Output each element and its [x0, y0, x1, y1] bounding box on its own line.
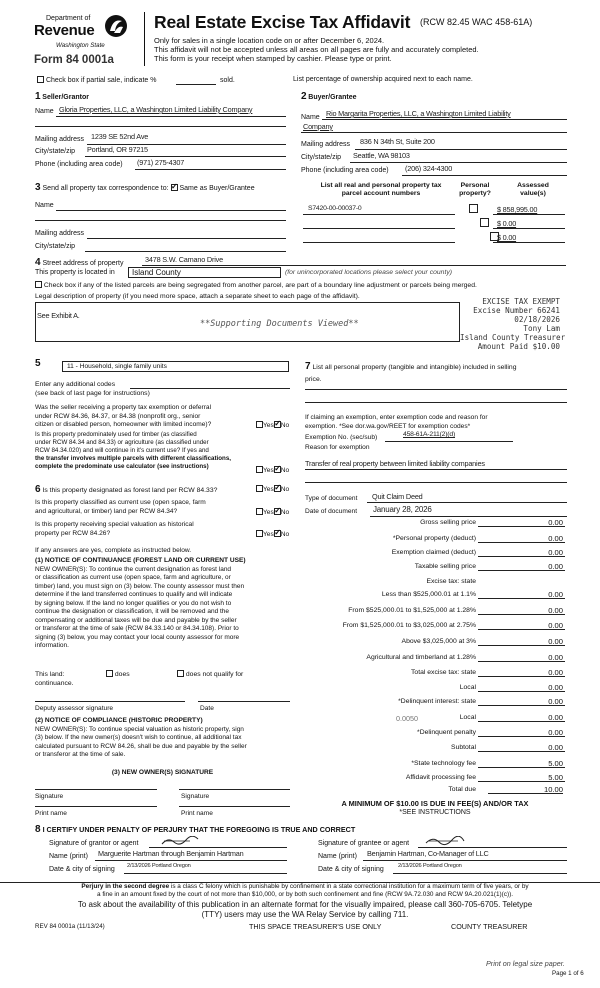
buyer-name-label: Name	[301, 114, 320, 121]
forest-no-checkbox[interactable]	[274, 485, 281, 492]
header-divider	[144, 12, 145, 66]
property-street[interactable]: 3478 S.W. Camano Drive	[145, 255, 223, 264]
grantee-name-label: Name (print)	[318, 853, 357, 860]
personal-header: Personal property?	[459, 182, 491, 198]
segregate-row: Check box if any of the listed parcels are being segregated from another parcel, are part of a boundary line adjustment or parcels being merged.	[35, 281, 477, 290]
form-rcw: (RCW 82.45 WAC 458-61A)	[420, 17, 533, 27]
calc-row-label: From $1,525,000.01 to $3,025,000 at 2.75%	[342, 622, 476, 629]
continuance-text: NEW OWNER(S): To continue the current designation as forest land or classification as current use (open space, farm and agriculture, or timber) land, you must sign on (3) below. The county assessor must then determine if the land transferred continues to qualify and will indicate by signing below. If the land no longer qualifies or you do not wish to continue the designation or classification, it will be removed and the compensating or additional taxes will be due and payable by the seller or transferor at the time of sale (RCW 84.33.140 or 84.34.108). Prior to signing (3) below, you may contact your local county assessor for more information.	[35, 566, 245, 649]
assessed-value[interactable]: $ 0.00	[497, 219, 517, 228]
buyer-name-line1[interactable]: Rio Margarita Properties, LLC, a Washington Limited Liability	[326, 109, 511, 118]
calc-row-label: From $525,000.01 to $1,525,000 at 1.28%	[348, 607, 476, 614]
calc-row-value[interactable]: 0.00	[548, 713, 563, 722]
seller-city-label: City/state/zip	[35, 148, 76, 155]
rev-number: REV 84 0001a (11/13/24)	[35, 923, 105, 930]
calc-row-label: Subtotal	[451, 744, 476, 751]
grantee-signature-icon	[424, 836, 466, 846]
calc-row-value[interactable]: 0.00	[548, 606, 563, 615]
seller-mail-label: Mailing address	[35, 136, 85, 143]
s5-q2: Is this property predominately used for timber (as classified under RCW 84.34 and 84.33) or agriculture (as classified under RCW 84.34.020) and will continue in it's current use? If yes and the transfer involves multiple parcels with different classifications, complete the predominate use calculator (see instructions)	[35, 431, 231, 470]
section1-heading: 1 Seller/Grantor	[35, 91, 89, 102]
if-any-note: If any answers are yes, complete as instructed below.	[35, 547, 192, 554]
reason-line	[305, 469, 567, 470]
legal-desc-label: Legal description of property (if you need more space, attach a separate sheet to each page of the affidavit).	[35, 293, 360, 300]
calc-row-label: *State technology fee	[411, 760, 476, 767]
header-line2: This affidavit will not be accepted unless all areas on all pages are fully and accurately completed.	[154, 45, 479, 54]
s5-q1: Was the seller receiving a property tax exemption or deferral under RCW 84.36, 84.37, or 84.38 (nonprofit org., senior citizen or disabled person, homeowner with limited income)?	[35, 404, 212, 429]
section3-heading: 3 Send all property tax correspondence to: ✓ Same as Buyer/Grantee	[35, 182, 255, 195]
seller-city[interactable]: Portland, OR 97215	[87, 145, 148, 154]
calc-row-value[interactable]: 0.00	[548, 534, 563, 543]
header-line1: Only for sales in a single location code on or after December 6, 2024.	[154, 36, 385, 45]
owner-sig-label: Signature	[35, 793, 64, 800]
owner-signature-field[interactable]	[35, 789, 157, 790]
q2-no-checkbox[interactable]	[274, 466, 281, 473]
does-not-checkbox[interactable]	[177, 670, 184, 677]
q1-no-checkbox[interactable]	[274, 421, 281, 428]
calc-row-value[interactable]: 0.00	[548, 518, 563, 527]
q1-yes-checkbox[interactable]	[256, 421, 263, 428]
logo-wa: Washington State	[56, 42, 105, 49]
calc-row-label: Taxable selling price	[414, 563, 476, 570]
located-label: This property is located in	[35, 269, 115, 276]
historic-yes-checkbox[interactable]	[256, 530, 263, 537]
doc-type-label: Type of document	[305, 495, 358, 502]
deputy-date-field[interactable]	[198, 701, 290, 702]
s6-q3-answer: Yes✓ No	[256, 530, 289, 539]
parcel-row-line	[303, 214, 455, 215]
calc-row-value[interactable]: 5.00	[548, 759, 563, 768]
assessed-line	[493, 228, 565, 229]
s3-city-field[interactable]	[85, 251, 286, 252]
additional-codes-label: Enter any additional codes	[35, 381, 116, 388]
calc-row-label: Exemption claimed (deduct)	[391, 549, 476, 556]
assessed-value[interactable]: $ 0.00	[497, 233, 517, 242]
continuance-label: continuance.	[35, 680, 74, 687]
exemption-number[interactable]: 458-61A-211(2)(d)	[403, 431, 456, 438]
grantee-name-line	[363, 860, 567, 861]
form-title: Real Estate Excise Tax Affidavit	[154, 12, 411, 32]
owner-signature-field-2[interactable]	[179, 789, 290, 790]
form-number: Form 84 0001a	[34, 54, 114, 66]
grantor-signature-field[interactable]	[149, 847, 287, 848]
calc-row-value[interactable]: 0.00	[548, 548, 563, 557]
calc-row-value[interactable]: 0.00	[548, 653, 563, 662]
seller-phone-line	[135, 169, 286, 170]
unincorporated-note: (for unincorporated locations please select your county)	[285, 269, 452, 276]
logo-revenue: Revenue	[34, 22, 95, 39]
buyer-mail[interactable]: 836 N 34th St, Suite 200	[360, 137, 435, 146]
historic-no-checkbox[interactable]	[274, 530, 281, 537]
segregate-checkbox[interactable]	[35, 281, 42, 288]
legal-size-note: Print on legal size paper.	[486, 959, 565, 968]
calc-row-label: Affidavit processing fee	[405, 774, 476, 781]
calc-row-value[interactable]: 0.00	[548, 637, 563, 646]
calc-row-label: Total excise tax: state	[411, 669, 476, 676]
forest-yes-checkbox[interactable]	[256, 485, 263, 492]
s3-city-label: City/state/zip	[35, 243, 76, 250]
county-select[interactable]: Island County	[128, 267, 281, 278]
same-as-buyer-checkbox[interactable]	[171, 184, 178, 191]
buyer-city-line	[350, 162, 567, 163]
calc-row-label: Agricultural and timberland at 1.28%	[366, 654, 476, 661]
personal-property-field[interactable]	[305, 389, 567, 390]
doc-type-line	[367, 502, 567, 503]
section2-heading: 2 Buyer/Grantee	[301, 91, 357, 102]
seller-name-line2	[35, 126, 286, 127]
calc-row-value[interactable]: 0.00	[548, 683, 563, 692]
exemption-instructions: If claiming an exemption, enter exemption code and reason for exemption. *See dor.wa.gov/REET for exemption codes*	[305, 414, 488, 430]
s3-mail-field[interactable]	[87, 238, 286, 239]
grantee-signature-field[interactable]	[418, 847, 567, 848]
buyer-mail-label: Mailing address	[301, 141, 351, 148]
calc-row-label: *Personal property (deduct)	[392, 535, 476, 542]
buyer-phone[interactable]: (206) 324-4300	[405, 164, 453, 173]
exemption-no-line	[385, 441, 513, 442]
buyer-city[interactable]: Seattle, WA 98103	[353, 151, 410, 160]
personal-property-checkbox[interactable]	[480, 218, 489, 227]
buyer-name-line	[322, 119, 567, 120]
does-option: does	[106, 670, 130, 679]
calc-row-label: Excise tax: state	[426, 578, 476, 585]
calc-row-value[interactable]: 0.00	[548, 668, 563, 677]
doc-date-line	[370, 516, 567, 517]
assessed-header: Assessed value(s)	[517, 182, 549, 198]
calc-row-value[interactable]: 10.00	[543, 785, 563, 794]
assessed-value[interactable]: $ 858,995.00	[497, 205, 538, 214]
document-type[interactable]: Quit Claim Deed	[372, 492, 423, 501]
calc-row-label: *Delinquent interest: state	[398, 698, 476, 705]
seller-phone-label: Phone (including area code)	[35, 161, 123, 168]
seller-phone[interactable]: (971) 275-4307	[137, 158, 185, 167]
calc-row-label: Total due	[448, 786, 476, 793]
seller-name-label: Name	[35, 108, 54, 115]
s3-mail-label: Mailing address	[35, 230, 85, 237]
header-line3: This form is your receipt when stamped by cashier. Please type or print.	[154, 54, 392, 63]
buyer-city-label: City/state/zip	[301, 154, 342, 161]
see-instructions: *SEE INSTRUCTIONS	[399, 809, 471, 816]
deputy-label: Deputy assessor signature	[35, 705, 114, 712]
s5-q2-answer: Yes✓ No	[256, 466, 289, 475]
reason-label: Reason for exemption	[305, 444, 370, 451]
does-not-option: does not qualify for	[177, 670, 243, 679]
calc-row-value[interactable]: 0.00	[548, 743, 563, 752]
grantee-date-label: Date & city of signing	[318, 866, 384, 873]
s3-name-field[interactable]	[56, 210, 286, 211]
partial-sale-row	[37, 76, 156, 86]
section7-heading: 7 List all personal property (tangible and intangible) included in selling price.	[305, 361, 517, 383]
additional-codes-field[interactable]	[130, 388, 290, 389]
local-rate: 0.0050	[396, 714, 418, 723]
buyer-phone-line	[402, 175, 567, 176]
personal-property-field-2[interactable]	[305, 402, 567, 403]
compliance-title: (2) NOTICE OF COMPLIANCE (HISTORIC PROPERTY)	[35, 717, 203, 724]
does-checkbox[interactable]	[106, 670, 113, 677]
grantor-print-name[interactable]: Marguerite Hartman through Benjamin Hartman	[98, 849, 244, 858]
calc-row-label: *Delinquent penalty	[417, 729, 476, 736]
grantee-print-name[interactable]: Benjamin Hartman, Co-Manager of LLC	[367, 849, 489, 858]
assessed-line	[493, 214, 565, 215]
personal-property-checkbox[interactable]	[469, 204, 478, 213]
section5-number: 5	[35, 358, 41, 369]
current-use-yes-checkbox[interactable]	[256, 508, 263, 515]
owner-print-field[interactable]	[35, 806, 157, 807]
q2-yes-checkbox[interactable]	[256, 466, 263, 473]
document-date[interactable]: January 28, 2026	[373, 505, 432, 514]
seller-name-line	[56, 116, 286, 117]
perjury-note: Perjury in the second degree is a class C felony which is punishable by confinement in a state correctional institution for a maximum term of five years, or by a fine in an amount fixed by the court of not more than $10,000, or by both such confinement and fine (RCW 9A.72.030 and RCW 9A.20.021(1)(c)).	[81, 883, 529, 898]
continuance-title: (1) NOTICE OF CONTINUANCE (FOREST LAND OR CURRENT USE)	[35, 557, 246, 564]
grantor-sig-label: Signature of grantor or agent	[49, 840, 139, 847]
section6-q1: 6 Is this property designated as forest land per RCW 84.33?	[35, 484, 218, 495]
legal-exhibit: See Exhibit A.	[37, 311, 80, 320]
list-pct-note: List percentage of ownership acquired next to each name.	[293, 76, 473, 83]
county-treasurer: COUNTY TREASURER	[451, 922, 528, 931]
deputy-date-label: Date	[200, 705, 214, 712]
treasurer-space: THIS SPACE TREASURER'S USE ONLY	[249, 922, 382, 931]
s5-q1-answer: Yes✓ No	[256, 421, 289, 430]
alt-format-note: To ask about the availability of this publication in an alternate format for the visually impaired, please call 360-705-6705. Teletype (TTY) users may use the WA Relay Service by calling 711.	[77, 900, 533, 919]
s6-q2-answer: Yes✓ No	[256, 508, 289, 517]
owner-sig-label-2: Signature	[181, 793, 210, 800]
s6-q3: Is this property receiving special valuation as historical property per RCW 84.26?	[35, 521, 194, 537]
grantor-date-label: Date & city of signing	[49, 866, 115, 873]
seller-mail[interactable]: 1239 SE 52nd Ave	[91, 132, 149, 141]
exemption-no-label: Exemption No. (sec/sub)	[305, 434, 378, 441]
owner-print-label: Print name	[35, 810, 67, 817]
calc-row-value[interactable]: 0.00	[548, 621, 563, 630]
section8-heading: 8 I CERTIFY UNDER PENALTY OF PERJURY THAT THE FOREGOING IS TRUE AND CORRECT	[35, 824, 356, 835]
parcel-number[interactable]: S7420-00-00037-0	[308, 205, 362, 212]
assessed-line	[493, 242, 565, 243]
s3-name-field2[interactable]	[35, 220, 286, 221]
additional-codes-note: (see back of last page for instructions)	[35, 390, 150, 397]
buyer-phone-label: Phone (including area code)	[301, 167, 389, 174]
compliance-text: NEW OWNER(S): To continue special valuation as historic property, sign (3) below. If the new owner(s) doesn't wish to continue, all additional tax calculated pursuant to RCW 84.26, shall be due and payable by the seller or transferor at the time of sale.	[35, 726, 247, 759]
street-line	[142, 265, 566, 266]
buyer-name-line2-text[interactable]: Company	[303, 122, 333, 131]
parcel-row-line	[303, 242, 455, 243]
s6-q1-answer: Yes✓ No	[256, 485, 289, 494]
grantor-signature-icon	[160, 836, 200, 846]
exempt-stamp: EXCISE TAX EXEMPT Excise Number 66241 02/18/2026 Tony Lam Island County Treasurer Amount Paid $10.00	[460, 297, 566, 351]
calc-row-value[interactable]: 0.00	[548, 728, 563, 737]
grantor-date-line	[124, 873, 287, 874]
this-land-label: This land:	[35, 671, 65, 678]
doc-date-label: Date of document	[305, 508, 358, 515]
section4-heading: 4 Street address of property	[35, 257, 124, 268]
calc-row-label: Above $3,025,000 at 3%	[401, 638, 476, 645]
reason-line-2	[305, 482, 567, 483]
buyer-mail-line	[355, 149, 567, 150]
grantor-date-city[interactable]: 2/13/2026 Portland Oregon	[127, 863, 191, 869]
owner-print-label-2: Print name	[181, 810, 213, 817]
partial-pct-field[interactable]	[176, 84, 216, 85]
s6-q2: Is this property classified as current use (open space, farm and agricultural, or timber) land per RCW 84.34?	[35, 499, 206, 515]
partial-sale-checkbox[interactable]	[37, 76, 44, 83]
owner-print-field-2[interactable]	[179, 806, 290, 807]
land-use-select[interactable]: 11 - Household, single family units	[62, 361, 289, 372]
new-owner-sig-title: (3) NEW OWNER(S) SIGNATURE	[111, 769, 214, 776]
parcel-row-line	[303, 228, 455, 229]
calc-row-value[interactable]: 0.00	[548, 590, 563, 599]
minimum-due-note: A MINIMUM OF $10.00 IS DUE IN FEE(S) AND/OR TAX	[341, 799, 529, 808]
deputy-signature-field[interactable]	[35, 701, 185, 702]
s3-name-label: Name	[35, 202, 54, 209]
exemption-reason[interactable]: Transfer of real property between limited liability companies	[305, 459, 485, 468]
calc-row-label: Less than $525,000.01 at 1.1%	[381, 591, 476, 598]
seller-name[interactable]: Gloria Properties, LLC, a Washington Limited Liability Company	[59, 105, 253, 114]
washington-logo-icon	[104, 13, 128, 41]
seller-city-line	[85, 156, 286, 157]
parcels-header: List all real and personal property tax parcel account numbers	[320, 182, 442, 198]
grantor-name-label: Name (print)	[49, 853, 88, 860]
grantee-date-line	[393, 873, 567, 874]
calc-row-value[interactable]: 0.00	[548, 697, 563, 706]
partial-sale-label: Check box if partial sale, indicate %	[45, 77, 157, 84]
buyer-name-line2	[301, 132, 567, 133]
supporting-docs-stamp: **Supporting Documents Viewed**	[200, 319, 359, 329]
calc-row-value[interactable]: 0.00	[548, 562, 563, 571]
logo-dept: Department of	[46, 15, 91, 22]
calc-row-label: Local	[459, 714, 476, 721]
grantor-name-line	[95, 860, 287, 861]
grantee-sig-label: Signature of grantee or agent	[318, 840, 410, 847]
calc-row-label: Gross selling price	[420, 519, 476, 526]
current-use-no-checkbox[interactable]	[274, 508, 281, 515]
calc-row-value[interactable]: 5.00	[548, 773, 563, 782]
partial-sold-label: sold.	[220, 77, 235, 84]
page-number: Page 1 of 6	[552, 970, 584, 977]
calc-row-label: Local	[459, 684, 476, 691]
grantee-date-city[interactable]: 2/13/2026 Portland Oregon	[398, 863, 462, 869]
